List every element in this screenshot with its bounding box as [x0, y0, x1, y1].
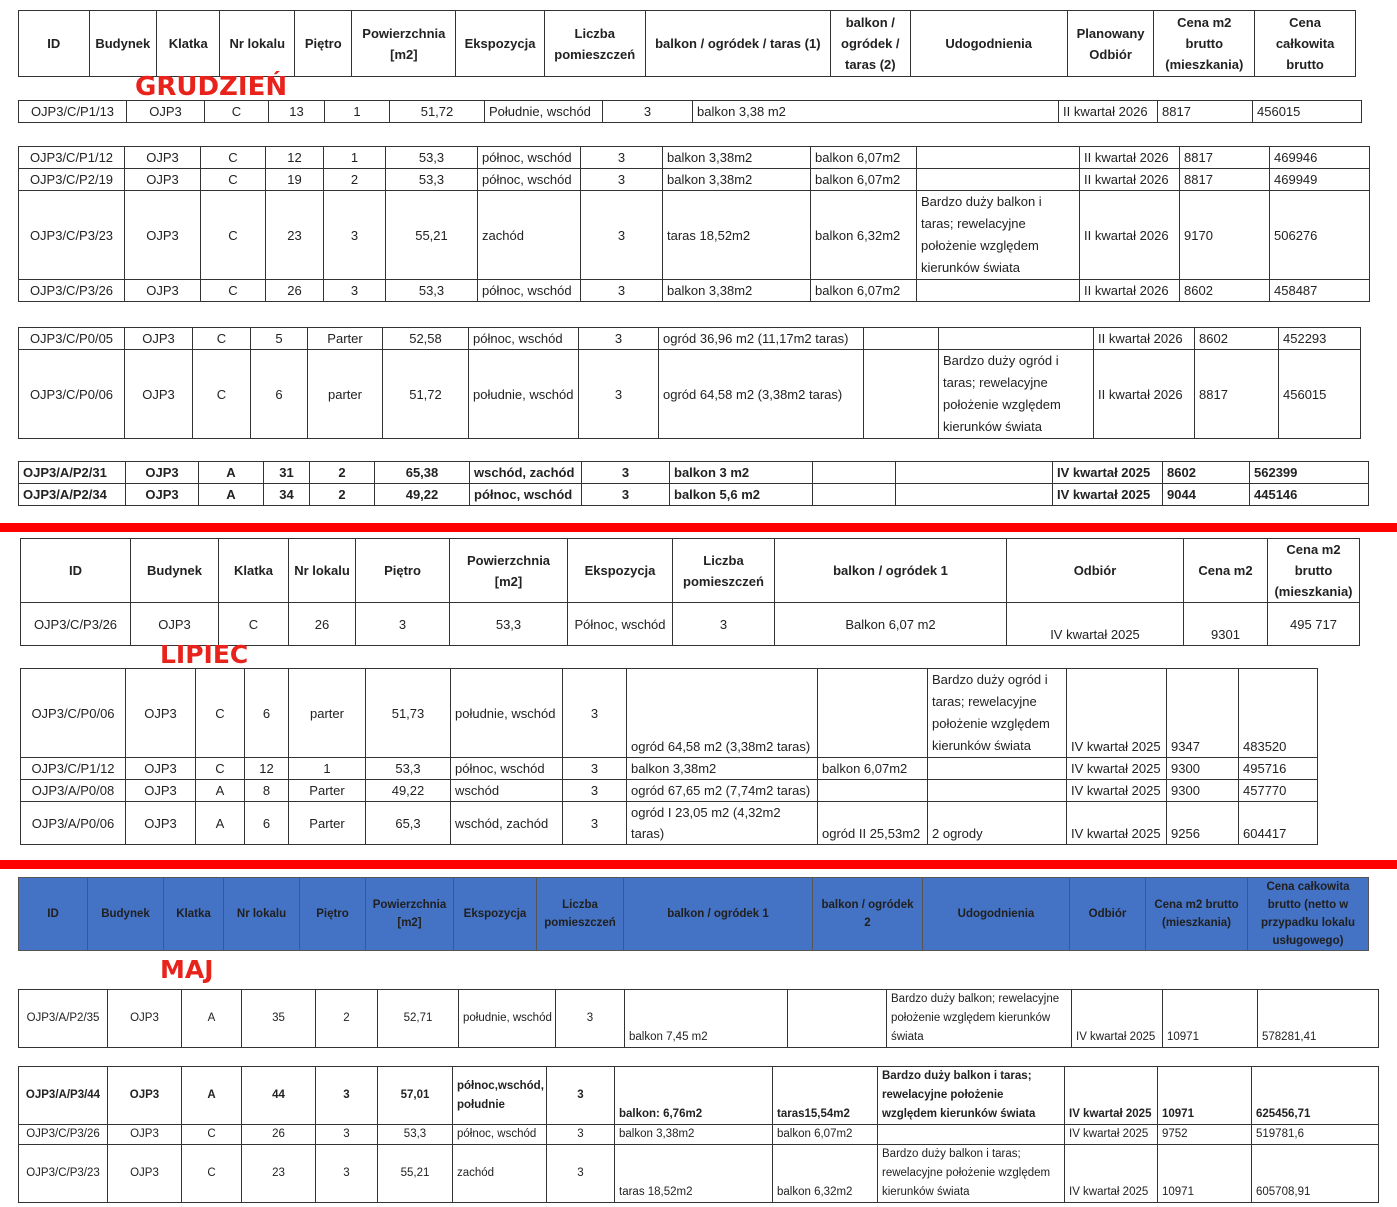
table-row: OJP3/C/P3/23 OJP3 C 23 3 55,21 zachód 3 taras 18,52m2 balkon 6,32m2 Bardzo duży balkon i taras; rewelacyjne położenie względem kierunków świata II kwartał 2026 9170 506276 — [19, 191, 1370, 280]
col-pietro: Piętro — [295, 11, 352, 77]
col-ekspozycja: Ekspozycja — [454, 878, 537, 951]
maj-group-b — [18, 1066, 1379, 1203]
table-row: OJP3/C/P1/12 OJP3 C 12 1 53,3 północ, wschód 3 balkon 3,38m2 balkon 6,07m2 IV kwartał 2025 9300 495716 — [21, 758, 1318, 780]
col-klatka: Klatka — [219, 539, 289, 603]
col-ekspozycja: Ekspozycja — [568, 539, 673, 603]
col-liczba-pomieszczen: Liczba pomieszczeń — [544, 11, 645, 77]
col-ekspozycja: Ekspozycja — [456, 11, 545, 77]
col-balkon-2: balkon / ogródek / taras (2) — [831, 11, 911, 77]
col-odbior: Odbiór — [1007, 539, 1184, 603]
grudzien-group-c — [18, 327, 1361, 439]
table-row: OJP3/C/P3/26 OJP3 C 26 3 53,3 północ, wschód 3 balkon 3,38m2 balkon 6,07m2 IV kwartał 2025 9752 519781,6 — [19, 1125, 1379, 1145]
col-udogodnienia: Udogodnienia — [910, 11, 1067, 77]
col-budynek: Budynek — [89, 11, 157, 77]
table-row: OJP3/A/P0/08 OJP3 A 8 Parter 49,22 wschód 3 ogród 67,65 m2 (7,74m2 taras) IV kwartał 2025 9300 457770 — [21, 780, 1318, 802]
col-budynek: Budynek — [131, 539, 219, 603]
grudzien-group-a — [18, 100, 1362, 123]
col-balkon-2: balkon / ogródek 2 — [813, 878, 923, 951]
col-balkon-1: balkon / ogródek / taras (1) — [645, 11, 830, 77]
grudzien-header-table — [18, 10, 1356, 77]
month-label-maj: MAJ — [160, 955, 214, 984]
col-powierzchnia: Powierzchnia [m2] — [366, 878, 454, 951]
col-nr-lokalu: Nr lokalu — [220, 11, 295, 77]
col-powierzchnia: Powierzchnia [m2] — [450, 539, 568, 603]
col-pietro: Piętro — [300, 878, 366, 951]
col-klatka: Klatka — [164, 878, 224, 951]
lipiec-rows — [20, 668, 1318, 845]
col-powierzchnia: Powierzchnia [m2] — [352, 11, 456, 77]
table-row: OJP3/C/P0/06 OJP3 C 6 parter 51,73 południe, wschód 3 ogród 64,58 m2 (3,38m2 taras) Bardzo duży ogród i taras; rewelacyjne położenie względem kierunków świata IV kwartał 2025 9347 483520 — [21, 669, 1318, 758]
table-row: OJP3/A/P2/31 OJP3 A 31 2 65,38 wschód, zachód 3 balkon 3 m2 IV kwartał 2025 8602 562399 — [19, 462, 1369, 484]
maj-header-table — [18, 877, 1369, 951]
col-balkon-1: balkon / ogródek 1 — [775, 539, 1007, 603]
col-cena-m2-brutto: Cena m2 brutto (mieszkania) — [1268, 539, 1360, 603]
col-nr-lokalu: Nr lokalu — [224, 878, 300, 951]
col-liczba-pomieszczen: Liczba pomieszczeń — [537, 878, 624, 951]
table-row: OJP3/C/P0/06 OJP3 C 6 parter 51,72 południe, wschód 3 ogród 64,58 m2 (3,38m2 taras) Bardzo duży ogród i taras; rewelacyjne położenie względem kierunków świata II kwartał 2026 8817 456015 — [19, 350, 1361, 439]
month-label-grudzien: GRUDZIEŃ — [135, 72, 288, 102]
table-row: OJP3/A/P2/34 OJP3 A 34 2 49,22 północ, wschód 3 balkon 5,6 m2 IV kwartał 2025 9044 445146 — [19, 484, 1369, 506]
maj-group-a — [18, 989, 1379, 1048]
col-cena-m2: Cena m2 — [1184, 539, 1268, 603]
col-cena-calkowita: Cena całkowita brutto (netto w przypadku lokalu usługowego) — [1248, 878, 1369, 951]
lipiec-header-table — [20, 538, 1360, 646]
table-row: OJP3/C/P3/26 OJP3 C 26 3 53,3 północ, wschód 3 balkon 3,38m2 balkon 6,07m2 II kwartał 2026 8602 458487 — [19, 280, 1370, 302]
table-row: OJP3/C/P1/12 OJP3 C 12 1 53,3 północ, wschód 3 balkon 3,38m2 balkon 6,07m2 II kwartał 2026 8817 469946 — [19, 147, 1370, 169]
col-nr-lokalu: Nr lokalu — [289, 539, 356, 603]
col-balkon-1: balkon / ogródek 1 — [624, 878, 813, 951]
col-id: ID — [21, 539, 131, 603]
grudzien-group-b — [18, 146, 1370, 302]
col-pietro: Piętro — [356, 539, 450, 603]
col-budynek: Budynek — [88, 878, 164, 951]
col-cena-calkowita: Cena całkowita brutto — [1255, 11, 1356, 77]
table-row: OJP3/C/P3/26 OJP3 C 26 3 53,3 Północ, wschód 3 Balkon 6,07 m2 IV kwartał 2025 9301 495 717 — [21, 603, 1360, 646]
table-row: OJP3/C/P1/13 OJP3 C 13 1 51,72 Południe, wschód 3 balkon 3,38 m2 II kwartał 2026 8817 456015 — [19, 101, 1362, 123]
month-label-lipiec: LIPIEC — [160, 640, 249, 669]
table-row: OJP3/C/P0/05 OJP3 C 5 Parter 52,58 północ, wschód 3 ogród 36,96 m2 (11,17m2 taras) II kwartał 2026 8602 452293 — [19, 328, 1361, 350]
table-row: OJP3/C/P2/19 OJP3 C 19 2 53,3 północ, wschód 3 balkon 3,38m2 balkon 6,07m2 II kwartał 2026 8817 469949 — [19, 169, 1370, 191]
section-divider-red — [0, 523, 1397, 532]
col-cena-m2: Cena m2 brutto (mieszkania) — [1146, 878, 1248, 951]
col-klatka: Klatka — [157, 11, 220, 77]
col-odbior: Odbiór — [1070, 878, 1146, 951]
col-id: ID — [19, 878, 88, 951]
grudzien-group-d — [18, 461, 1369, 506]
table-row: OJP3/A/P2/35 OJP3 A 35 2 52,71 południe, wschód 3 balkon 7,45 m2 Bardzo duży balkon; rewelacyjne położenie względem kierunków świata IV kwartał 2025 10971 578281,41 — [19, 990, 1379, 1048]
table-row: OJP3/C/P3/23 OJP3 C 23 3 55,21 zachód 3 taras 18,52m2 balkon 6,32m2 Bardzo duży balkon i taras; rewelacyjne położenie względem kierunków świata IV kwartał 2025 10971 605708,91 — [19, 1145, 1379, 1203]
table-row: OJP3/A/P3/44 OJP3 A 44 3 57,01 północ,wschód, południe 3 balkon: 6,76m2 taras15,54m2 Bardzo duży balkon i taras; rewelacyjne położenie względem kierunków świata IV kwartał 2025 10971 625456,71 — [19, 1067, 1379, 1125]
col-liczba-pomieszczen: Liczba pomieszczeń — [673, 539, 775, 603]
table-row: OJP3/A/P0/06 OJP3 A 6 Parter 65,3 wschód, zachód 3 ogród I 23,05 m2 (4,32m2 taras) ogród II 25,53m2 2 ogrody IV kwartał 2025 9256 604417 — [21, 802, 1318, 845]
col-cena-m2: Cena m2 brutto (mieszkania) — [1154, 11, 1255, 77]
section-divider-red — [0, 860, 1397, 869]
col-id: ID — [19, 11, 90, 77]
col-odbior: Planowany Odbiór — [1067, 11, 1154, 77]
col-udogodnienia: Udogodnienia — [923, 878, 1070, 951]
